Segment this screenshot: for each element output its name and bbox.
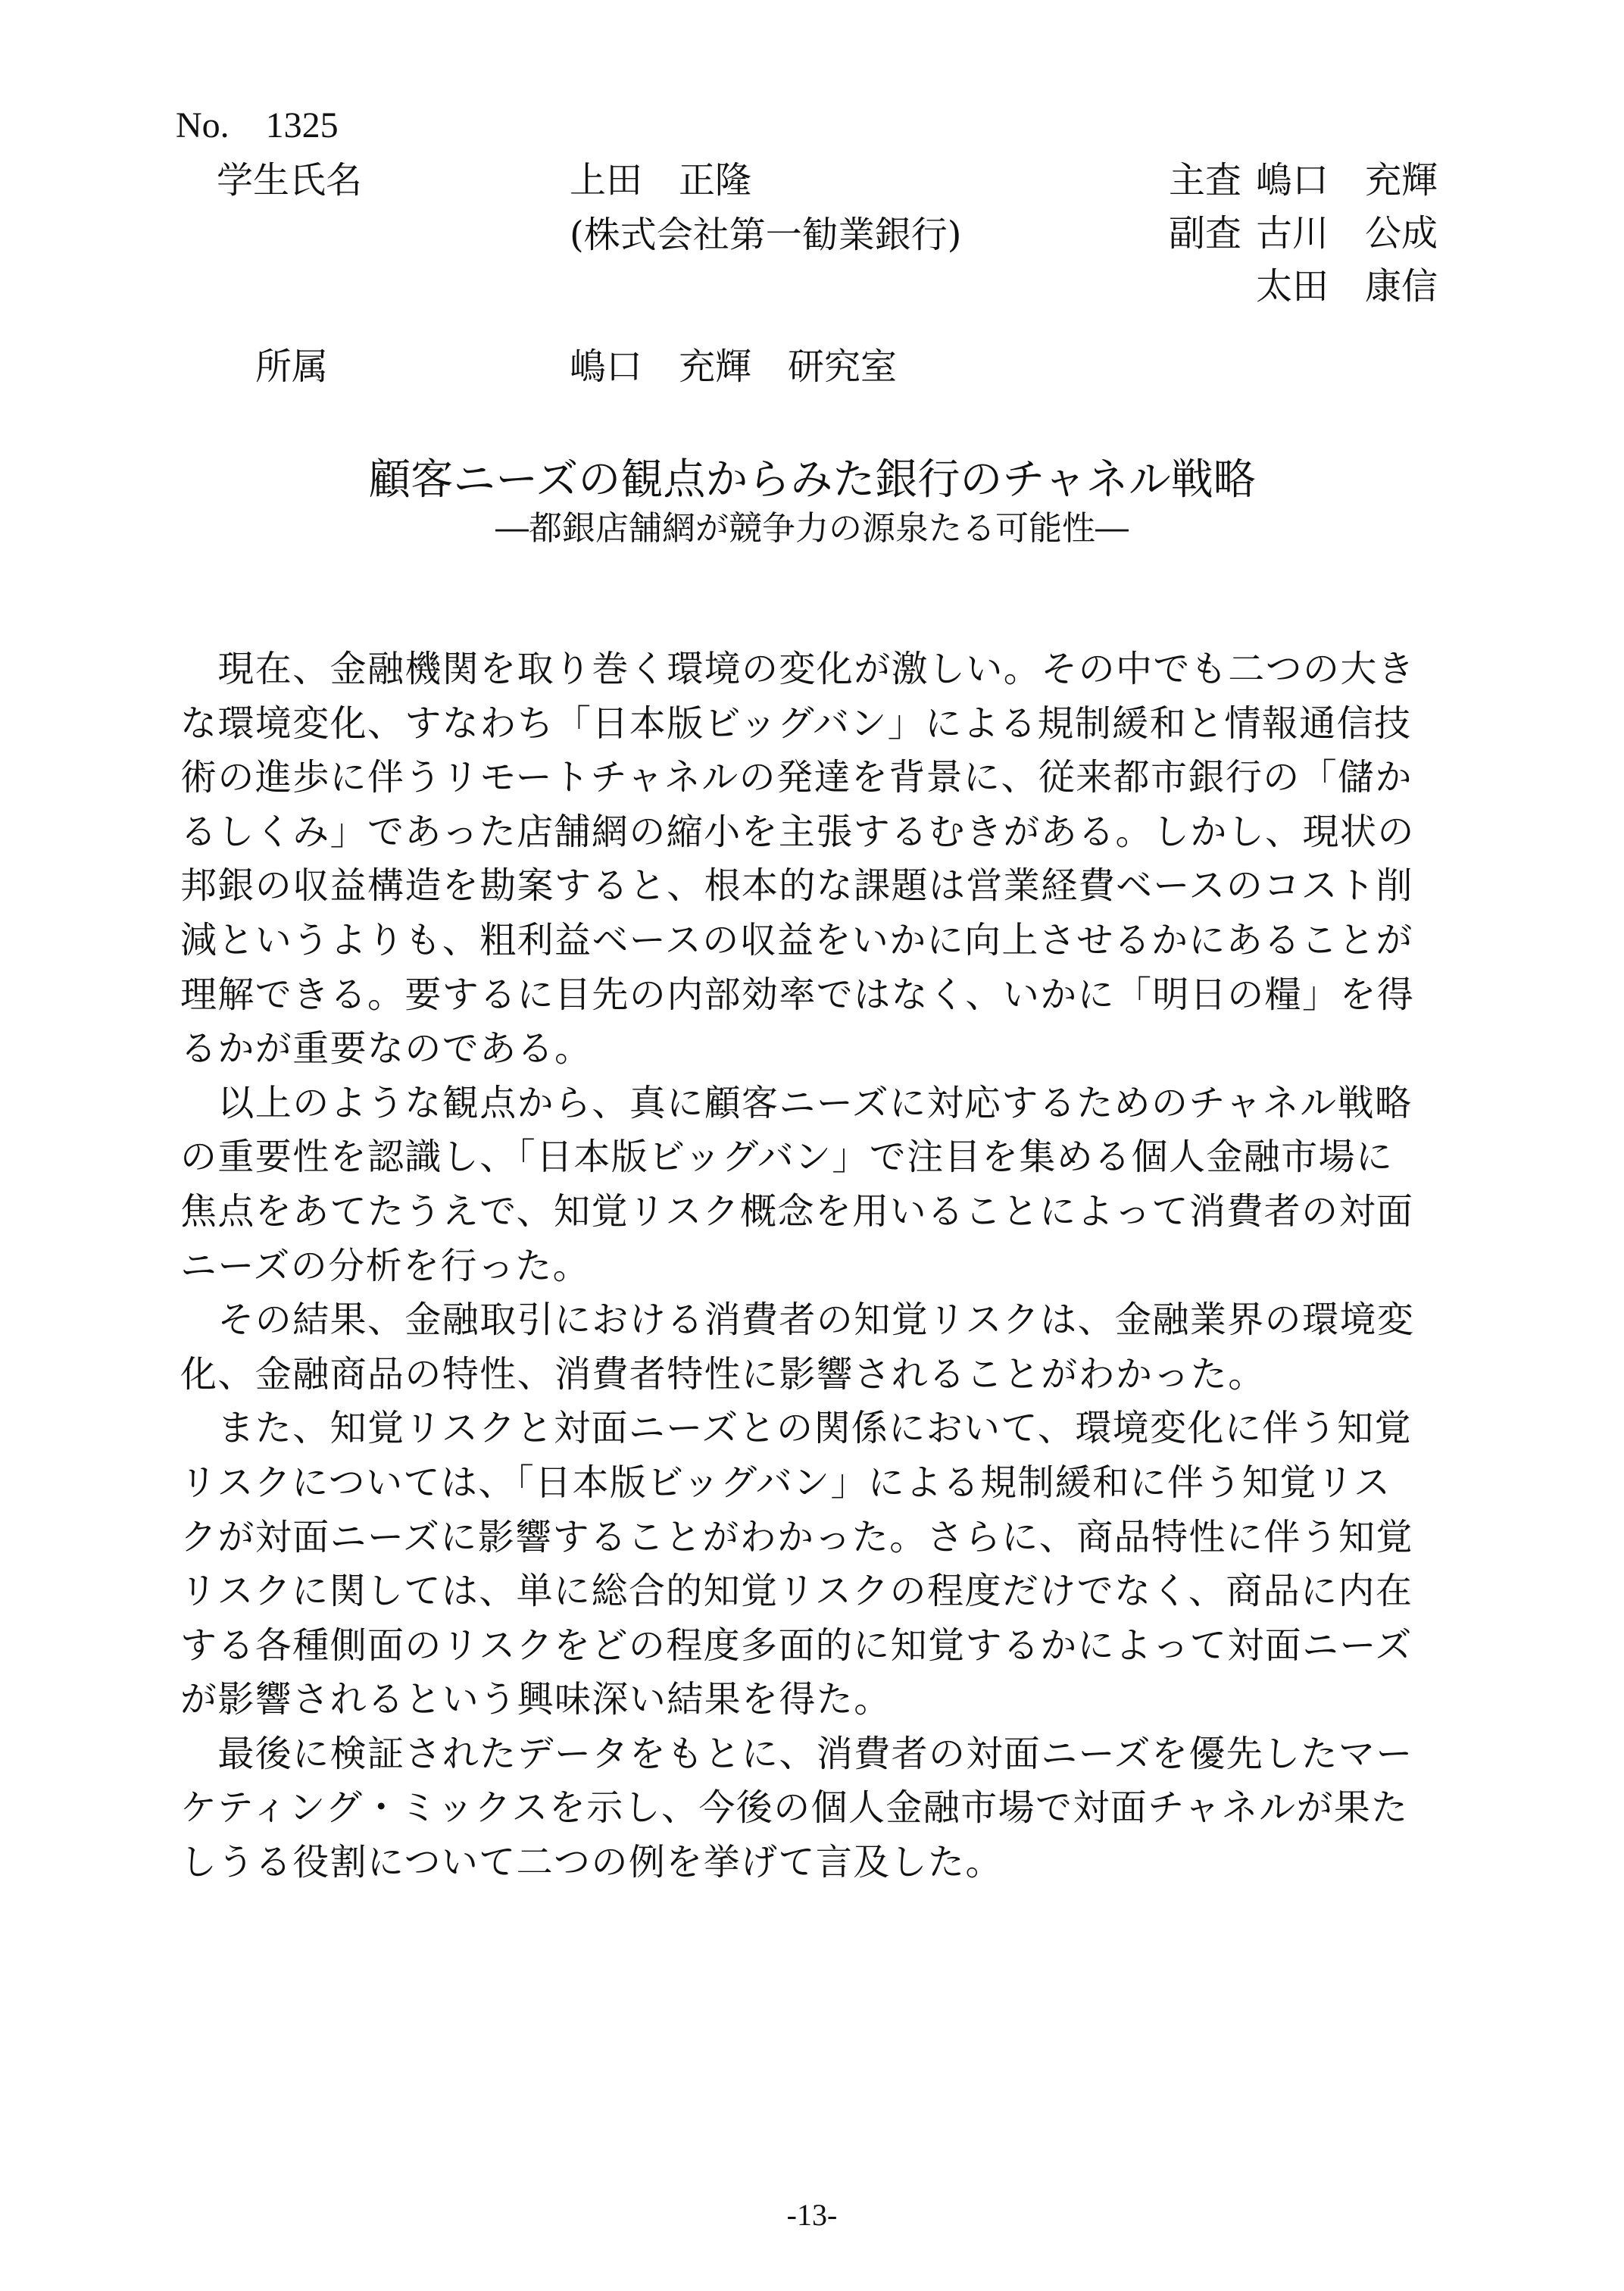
body-line: 現在、金融機関を取り巻く環境の変化が激しい。その中でも二つの大き bbox=[180, 648, 1416, 690]
body-line: るかが重要なのである。 bbox=[180, 1027, 592, 1070]
body-line: 最後に検証されたデータをもとに、消費者の対面ニーズを優先したマー bbox=[180, 1732, 1413, 1775]
body-line: るしくみ」であった店舗網の縮小を主張するむきがある。しかし、現状の bbox=[180, 810, 1415, 853]
body-line: 焦点をあてたうえで、知覚リスク概念を用いることによって消費者の対面 bbox=[180, 1189, 1414, 1233]
body-line: 以上のような観点から、真に顧客ニーズに対応するためのチャネル戦略 bbox=[180, 1081, 1413, 1124]
examiner-row bbox=[1169, 159, 1454, 212]
body-line: ニーズの分析を行った。 bbox=[180, 1244, 591, 1287]
body-line: その結果、金融取引における消費者の知覚リスクは、金融業界の環境変 bbox=[180, 1299, 1415, 1342]
document-number: No. 1325 bbox=[176, 105, 339, 145]
body-line: クが対面ニーズに影響することがわかった。さらに、商品特性に伴う知覚 bbox=[180, 1515, 1413, 1558]
page-number: -13- bbox=[786, 2198, 838, 2232]
examiner-name: 古川 公成 bbox=[1256, 212, 1438, 255]
paper-subtitle: ―都銀店舗網が競争力の源泉たる可能性― bbox=[495, 509, 1129, 548]
examiner-name: 嶋口 充輝 bbox=[1256, 159, 1438, 202]
body-line: な環境変化、すなわち「日本版ビッグバン」による規制緩和と情報通信技 bbox=[180, 702, 1412, 745]
body-line: 化、金融商品の特性、消費者特性に影響されることがわかった。 bbox=[180, 1352, 1266, 1396]
body-line: ケティング・ミックスを示し、今後の個人金融市場で対面チャネルが果た bbox=[180, 1786, 1409, 1830]
body-line: 理解できる。要するに目先の内部効率ではなく、いかに「明日の糧」を得 bbox=[180, 973, 1415, 1016]
examiner-name: 太田 康信 bbox=[1256, 265, 1438, 308]
student-name-label: 学生氏名 bbox=[217, 159, 363, 202]
paper-title: 顧客ニーズの観点からみた銀行のチャネル戦略 bbox=[368, 455, 1256, 505]
abstract-body bbox=[180, 642, 1442, 1890]
body-line: 減というよりも、粗利益ベースの収益をいかに向上させるかにあることが bbox=[180, 918, 1413, 961]
affiliation-label: 所属 bbox=[255, 345, 329, 388]
body-line: しうる役割について二つの例を挙げて言及した。 bbox=[180, 1841, 1003, 1884]
body-line: リスクに関しては、単に総合的知覚リスクの程度だけでなく、商品に内在 bbox=[180, 1570, 1413, 1613]
examiner-row bbox=[1169, 265, 1454, 318]
body-line: の重要性を認識し、「日本版ビッグバン」で注目を集める個人金融市場に bbox=[180, 1136, 1394, 1179]
examiner-row bbox=[1169, 212, 1454, 265]
body-line: が影響されるという興味深い結果を得た。 bbox=[180, 1678, 892, 1721]
student-name: 上田 正隆 bbox=[570, 159, 752, 202]
body-line: リスクについては、「日本版ビッグバン」による規制緩和に伴う知覚リス bbox=[180, 1461, 1391, 1504]
examiner-role: 主査 bbox=[1169, 159, 1242, 202]
examiner-role: 副査 bbox=[1169, 212, 1242, 255]
body-line: 邦銀の収益構造を勘案すると、根本的な課題は営業経費ベースのコスト削 bbox=[180, 864, 1413, 908]
student-organization: (株式会社第一勧業銀行) bbox=[570, 214, 962, 256]
body-line: 術の進歩に伴うリモートチャネルの発達を背景に、従来都市銀行の「儲か bbox=[180, 756, 1413, 799]
body-line: また、知覚リスクと対面ニーズとの関係において、環境変化に伴う知覚 bbox=[180, 1407, 1412, 1450]
affiliation-value: 嶋口 充輝 研究室 bbox=[570, 345, 898, 388]
body-line: する各種側面のリスクをどの程度多面的に知覚するかによって対面ニーズ bbox=[180, 1624, 1413, 1667]
examiners-block bbox=[1169, 159, 1454, 318]
